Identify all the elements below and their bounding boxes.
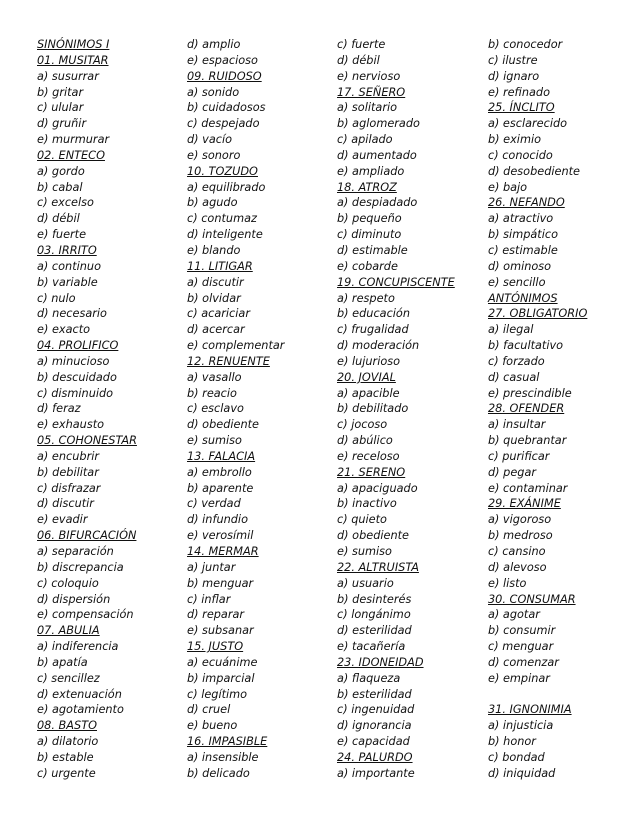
option-line: b) quebrantar xyxy=(488,434,567,448)
option-line: d) casual xyxy=(488,370,540,384)
option-line: c) conocido xyxy=(488,148,553,162)
blank-line xyxy=(488,687,638,703)
option-line: c) purificar xyxy=(488,449,550,463)
option-line: d) moderación xyxy=(337,339,420,353)
option-line: d) desobediente xyxy=(488,164,581,178)
option-line: d) ominoso xyxy=(488,259,552,273)
question-heading: 15. JUSTO xyxy=(187,640,244,654)
option-line: a) minucioso xyxy=(37,354,110,368)
option-line: c) frugalidad xyxy=(337,323,409,337)
option-line: e) listo xyxy=(488,576,527,590)
question-heading: 10. TOZUDO xyxy=(187,164,258,178)
option-line: e) verosímil xyxy=(187,529,254,543)
question-heading: 24. PALURDO xyxy=(337,750,413,764)
option-line: b) conocedor xyxy=(488,38,563,51)
question-heading: 11. LITIGAR xyxy=(187,259,253,273)
option-line: d) cruel xyxy=(187,703,231,717)
option-line: b) consumir xyxy=(488,624,556,638)
question-heading: 22. ALTRUISTA xyxy=(337,560,419,574)
question-heading: 29. EXÁNIME xyxy=(488,497,561,511)
question-heading: ANTÓNIMOS xyxy=(488,291,558,305)
option-line: b) honor xyxy=(488,735,536,749)
option-line: c) esclavo xyxy=(187,402,244,416)
option-line: e) agotamiento xyxy=(37,703,124,717)
option-line: e) ampliado xyxy=(337,164,405,178)
option-line: b) reacio xyxy=(187,386,237,400)
option-line: d) amplio xyxy=(187,38,241,51)
option-line: e) subsanar xyxy=(187,624,254,638)
option-line: a) insensible xyxy=(187,750,259,764)
option-line: a) usuario xyxy=(337,576,394,590)
option-line: b) delicado xyxy=(187,766,250,780)
option-line: d) obediente xyxy=(337,529,410,543)
option-line: c) ilustre xyxy=(488,53,538,67)
option-line: c) disfrazar xyxy=(37,481,101,495)
option-line: c) legítimo xyxy=(187,687,248,701)
option-line: a) flaqueza xyxy=(337,671,401,685)
option-line: c) diminuto xyxy=(337,228,402,242)
option-line: d) débil xyxy=(37,212,80,226)
option-line: a) separación xyxy=(37,545,114,558)
option-line: e) sumiso xyxy=(187,434,242,448)
option-line: c) coloquio xyxy=(37,576,99,590)
option-line: c) urgente xyxy=(37,766,96,780)
option-line: b) variable xyxy=(37,275,98,289)
option-line: b) cabal xyxy=(37,180,83,194)
option-line: c) sencillez xyxy=(37,671,100,685)
option-line: d) abúlico xyxy=(337,434,393,448)
question-heading: 18. ATROZ xyxy=(337,180,397,194)
option-line: c) acariciar xyxy=(187,307,250,321)
option-line: a) dilatorio xyxy=(37,735,99,749)
option-line: e) cobarde xyxy=(337,259,398,273)
option-line: c) nulo xyxy=(37,291,76,305)
option-line: a) encubrir xyxy=(37,449,100,463)
option-line: d) reparar xyxy=(187,608,245,622)
option-line: b) olvidar xyxy=(187,291,241,305)
option-line: e) exhausto xyxy=(37,418,105,432)
option-line: d) pegar xyxy=(488,465,537,479)
option-line: d) discutir xyxy=(37,497,94,511)
option-line: b) medroso xyxy=(488,529,553,543)
question-heading: 27. OBLIGATORIO xyxy=(488,307,588,321)
option-line: e) contaminar xyxy=(488,481,568,495)
question-heading: 26. NEFANDO xyxy=(488,196,565,210)
option-line: d) acercar xyxy=(187,323,245,337)
option-line: a) vigoroso xyxy=(488,513,552,527)
option-line: d) aumentado xyxy=(337,148,417,162)
question-heading: 03. IRRITO xyxy=(37,243,97,257)
option-line: a) injusticia xyxy=(488,719,554,733)
column-3 xyxy=(337,37,487,782)
option-line: b) apatía xyxy=(37,655,88,669)
option-line: e) bueno xyxy=(187,719,238,733)
option-line: d) necesario xyxy=(37,307,107,321)
option-line: a) sonido xyxy=(187,85,240,99)
question-heading: 31. IGNONIMIA xyxy=(488,703,572,717)
option-line: d) infundio xyxy=(187,513,248,527)
option-line: a) ecuánime xyxy=(187,655,258,669)
option-line: a) equilibrado xyxy=(187,180,266,194)
option-line: b) debilitar xyxy=(37,465,99,479)
option-line: c) verdad xyxy=(187,497,241,511)
question-heading: 07. ABULIA xyxy=(37,624,100,638)
option-line: e) fuerte xyxy=(37,228,87,242)
option-line: d) ignorancia xyxy=(337,719,412,733)
option-line: e) compensación xyxy=(37,608,134,622)
question-heading: 04. PROLIFICO xyxy=(37,339,119,353)
option-line: c) despejado xyxy=(187,117,260,131)
option-line: a) importante xyxy=(337,766,415,780)
question-heading: 19. CONCUPISCENTE xyxy=(337,275,455,289)
option-line: b) discrepancia xyxy=(37,560,124,574)
option-line: b) imparcial xyxy=(187,671,255,685)
question-heading: 13. FALACIA xyxy=(187,449,256,463)
question-heading: 30. CONSUMAR xyxy=(488,592,576,606)
option-line: c) quieto xyxy=(337,513,387,527)
option-line: b) simpático xyxy=(488,228,558,242)
option-line: b) descuidado xyxy=(37,370,117,384)
option-line: e) refinado xyxy=(488,85,551,99)
question-heading: 20. JOVIAL xyxy=(337,370,396,384)
option-line: a) respeto xyxy=(337,291,395,305)
option-line: b) aparente xyxy=(187,481,254,495)
option-line: c) inflar xyxy=(187,592,231,606)
column-1 xyxy=(37,37,187,782)
question-heading: 21. SERENO xyxy=(337,465,406,479)
option-line: b) esterilidad xyxy=(337,687,412,701)
option-line: d) comenzar xyxy=(488,655,559,669)
option-line: e) prescindible xyxy=(488,386,572,400)
option-line: d) débil xyxy=(337,53,380,67)
option-line: a) solitario xyxy=(337,101,398,115)
question-heading: SINÓNIMOS I xyxy=(37,38,110,51)
question-heading: 02. ENTECO xyxy=(37,148,105,162)
option-line: e) empinar xyxy=(488,671,550,685)
option-line: c) menguar xyxy=(488,640,554,654)
option-line: b) cuidadosos xyxy=(187,101,266,115)
option-line: d) feraz xyxy=(37,402,81,416)
option-line: d) inteligente xyxy=(187,228,263,242)
question-heading: 08. BASTO xyxy=(37,719,97,733)
question-heading: 01. MUSITAR xyxy=(37,53,109,67)
option-line: c) forzado xyxy=(488,354,545,368)
option-line: c) cansino xyxy=(488,545,546,558)
option-line: e) murmurar xyxy=(37,133,110,147)
column-2 xyxy=(187,37,337,782)
option-line: a) susurrar xyxy=(37,69,99,83)
option-line: d) extenuación xyxy=(37,687,122,701)
option-line: e) sumiso xyxy=(337,545,392,558)
option-line: b) gritar xyxy=(37,85,84,99)
option-line: e) exacto xyxy=(37,323,91,337)
question-heading: 09. RUIDOSO xyxy=(187,69,262,83)
option-line: a) despiadado xyxy=(337,196,418,210)
option-line: e) lujurioso xyxy=(337,354,401,368)
option-line: c) contumaz xyxy=(187,212,257,226)
option-line: a) discutir xyxy=(187,275,244,289)
option-line: b) facultativo xyxy=(488,339,564,353)
question-heading: 28. OFENDER xyxy=(488,402,565,416)
option-line: a) esclarecido xyxy=(488,117,568,131)
option-line: d) obediente xyxy=(187,418,260,432)
option-line: b) agudo xyxy=(187,196,238,210)
question-heading: 12. RENUENTE xyxy=(187,354,270,368)
option-line: a) agotar xyxy=(488,608,540,622)
option-line: e) tacañería xyxy=(337,640,406,654)
option-line: e) espacioso xyxy=(187,53,258,67)
option-line: a) vasallo xyxy=(187,370,242,384)
option-line: a) apacible xyxy=(337,386,400,400)
question-heading: 06. BIFURCACIÓN xyxy=(37,529,137,543)
question-heading: 14. MERMAR xyxy=(187,545,259,558)
option-line: b) pequeño xyxy=(337,212,402,226)
option-line: c) ingenuidad xyxy=(337,703,415,717)
question-heading: 16. IMPASIBLE xyxy=(187,735,268,749)
option-line: e) sencillo xyxy=(488,275,546,289)
option-line: e) capacidad xyxy=(337,735,410,749)
option-line: a) indiferencia xyxy=(37,640,119,654)
option-line: a) embrollo xyxy=(187,465,252,479)
option-line: b) menguar xyxy=(187,576,254,590)
option-line: a) ilegal xyxy=(488,323,534,337)
option-line: a) gordo xyxy=(37,164,85,178)
question-heading: 17. SEÑERO xyxy=(337,85,406,99)
option-line: a) continuo xyxy=(37,259,102,273)
option-line: d) gruñir xyxy=(37,117,87,131)
option-line: e) complementar xyxy=(187,339,285,353)
option-line: d) ignaro xyxy=(488,69,540,83)
option-line: e) evadir xyxy=(37,513,88,527)
option-line: e) bajo xyxy=(488,180,528,194)
option-line: e) blando xyxy=(187,243,241,257)
option-line: b) educación xyxy=(337,307,411,321)
column-4 xyxy=(488,37,638,782)
option-line: d) iniquidad xyxy=(488,766,556,780)
option-line: e) receloso xyxy=(337,449,400,463)
option-line: e) nervioso xyxy=(337,69,401,83)
option-line: d) esterilidad xyxy=(337,624,412,638)
option-line: b) estable xyxy=(37,750,94,764)
option-line: c) fuerte xyxy=(337,38,386,51)
option-line: d) dispersión xyxy=(37,592,111,606)
option-line: c) apilado xyxy=(337,133,393,147)
question-heading: 23. IDONEIDAD xyxy=(337,655,424,669)
option-line: d) alevoso xyxy=(488,560,547,574)
option-line: c) ulular xyxy=(37,101,84,115)
option-line: c) disminuido xyxy=(37,386,114,400)
question-heading: 05. COHONESTAR xyxy=(37,434,137,448)
option-line: c) estimable xyxy=(488,243,558,257)
option-line: d) estimable xyxy=(337,243,408,257)
option-line: a) juntar xyxy=(187,560,236,574)
option-line: b) aglomerado xyxy=(337,117,420,131)
option-line: a) apaciguado xyxy=(337,481,418,495)
option-line: c) excelso xyxy=(37,196,94,210)
option-line: c) longánimo xyxy=(337,608,411,622)
option-line: b) desinterés xyxy=(337,592,412,606)
option-line: e) sonoro xyxy=(187,148,241,162)
question-heading: 25. ÍNCLITO xyxy=(488,101,555,115)
option-line: a) atractivo xyxy=(488,212,554,226)
option-line: b) eximio xyxy=(488,133,541,147)
option-line: b) debilitado xyxy=(337,402,409,416)
option-line: c) bondad xyxy=(488,750,545,764)
option-line: b) inactivo xyxy=(337,497,397,511)
option-line: c) jocoso xyxy=(337,418,388,432)
option-line: d) vacío xyxy=(187,133,233,147)
option-line: a) insultar xyxy=(488,418,546,432)
